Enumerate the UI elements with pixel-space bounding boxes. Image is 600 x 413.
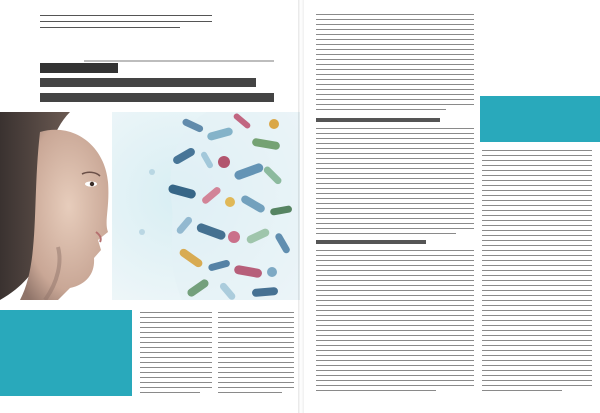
- page-footer: [530, 402, 594, 408]
- section-heading: [316, 240, 426, 244]
- author-line: [40, 15, 212, 16]
- author-line: [40, 27, 180, 28]
- microbe-face-illustration: [112, 112, 300, 300]
- article-subtitle: [40, 78, 256, 87]
- author-line: [40, 21, 212, 22]
- face-illustration: [0, 112, 110, 300]
- title-rule: [84, 60, 274, 62]
- page-footer: [8, 402, 108, 408]
- article-subtitle: [40, 93, 274, 102]
- section-heading: [316, 118, 440, 122]
- pull-quote-box: [0, 310, 132, 396]
- spine-gutter: [298, 0, 304, 413]
- article-title: [40, 63, 118, 73]
- pull-quote-box: [480, 96, 600, 142]
